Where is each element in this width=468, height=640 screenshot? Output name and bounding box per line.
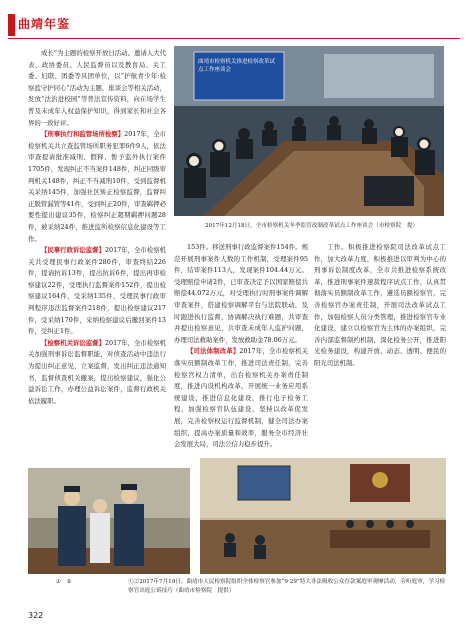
column-middle — [174, 242, 308, 451]
section-judicial-reform — [174, 346, 308, 450]
section-title: 【司法体制改革】 — [187, 347, 240, 356]
header-accent-bar — [8, 14, 15, 36]
paragraph: 成长”为主题的检察开放日活动。邀请人大代表、政协委员、人民监督员以及教育局、关工委、妇联、团委等具团单位，以“护航青少年·检察蓝守护同心”活动为主题，座谈会等相关活动，发放“法治进校园”等普法宣传资料，向在场学生普及未成年人权益保护知识，得到家长和社会各界的一致好评。 — [28, 49, 166, 127]
section-text: 2017年，全市检察机关共立查监管场所职务犯罪6件9人，依法审查提请批准减刑、假释、暂予监外执行案件1705件，发现纠正不当案件148件，纠正同级审判机关148件，纠正不当减刑10件，受到监督机关采纳145件，加强社区矫正检察监督，监督纠正脱管漏管等41件，受到纠正20件，审查羁押必要性提出建议35件，检察纠正超期羁押问题28件，被采纳24件，推进监所检察信息化建设等工作。 — [28, 130, 167, 243]
column-left — [28, 48, 166, 407]
section-title: 【检察机关诉讼监督】 — [41, 338, 105, 347]
projector-screen-text: 曲靖市检察机关推进检察改革试点工作座谈会 — [198, 59, 276, 73]
section-litigation-supervision — [28, 338, 166, 408]
section-title: 【民事行政诉讼监督】 — [41, 246, 105, 255]
photo-numbering: ① ② — [56, 579, 72, 585]
section-civil-administrative — [28, 245, 166, 338]
paragraph: 153件。移送刑事行政监督案件154件。规范开展刑事案件人数的工作机制，受理案件95件，结审案件113人，发现案件104.44万元。受理赔偿申请2件，已审查决定予以国家赔偿共赔偿44.072万元，对受理执行时刑事案件调解审查案件，搭建检察调解平台与法院联动，及时跟进执行监督，协调解决执行难题，共审查并提出检察意见，共审查未成年人监护问题，办理司法救助案件，发放救助金78.06万元。 — [174, 243, 308, 344]
trial-photo-1-illustration — [28, 468, 190, 574]
section-text: 2017年，全市检察机关加强刑事诉讼监督职能，对侦查活动中违法行为提出纠正意见，立案监督，发出纠正违法通知书，监督侦查机关撤案，提出检察建议，强化公益诉讼工作，办理公益诉讼案件，监督行政机关依法履职。 — [28, 338, 167, 405]
meeting-photo-caption: 2017年12月18日，全市检察机关冬季监管改制改革试点工作座谈会（市检察院 提） — [204, 223, 419, 229]
header-rule — [8, 38, 460, 39]
page-header — [0, 0, 468, 40]
paragraph: 工作。积极推进检察院司法改革试点工作，加大改革力度，积极推进以审判为中心的刑事诉讼制度改革，全市共推进检察系统改革，推进刑事案件速裁程序试点工作，认真贯彻落实员额制改革工作，遴选员额检察官，完善检察官办案责任制，开展司法改革试点工作，加强检察人员分类管理，推进检察官专业化建设，建立以检察官为主体的办案组织，完善内部监督制约机制，深化检务公开，推进阳光检务建设，构建开放、动态、透明、便民的阳光司法机制。 — [314, 243, 446, 367]
trial-photo-1 — [28, 468, 190, 574]
section-title: 【刑事执行和监管场所检察】 — [41, 130, 125, 139]
section-text: 2017年，全市检察机关落实员额制改革工作，推进司法责任制，完善检察官权力清单，出台检察机关办案责任制度，推进内设机构改革，开展统一业务应用系统建设，推进信息化建设，推行电子检务工程，加强检察官队伍建设，坚持以改革促发展，完善检察权运行监督机制，健全司法办案组织，提高办案质量和效率，服务全市经济社会发展大局，司法公信力稳步提升。 — [174, 347, 309, 449]
meeting-photo — [174, 46, 444, 216]
trial-photo-2-illustration — [200, 458, 446, 574]
column-right — [314, 242, 446, 370]
header-logo: 曲靖年鉴 — [18, 17, 71, 31]
trial-photo-2 — [200, 458, 446, 574]
trial-photos-caption: ①②2017年7月19日，曲靖市人民检察院组织全体检察官参加“9·29”特大非法吸收公众存款案庭审观摩活动，旁听庭审，学习检察官出庭公诉技巧（曲靖市检察院 提供） — [128, 579, 446, 594]
page-number: 322 — [28, 611, 44, 620]
section-text: 2017年，全市检察机关共受理民事行政案件280件，审查终结226件，提请抗诉13件，提出抗诉6件，提出再审检察建议22件，受理执行监督案件152件，提出检察建议164件，受采纳135件，受理民事行政审判程序违法监督案件218件，提出检察建议217件，受采纳170件，采纳检察建议后撤回案件13件，受纠正1件。 — [28, 246, 167, 336]
section-criminal-execution — [28, 129, 166, 245]
